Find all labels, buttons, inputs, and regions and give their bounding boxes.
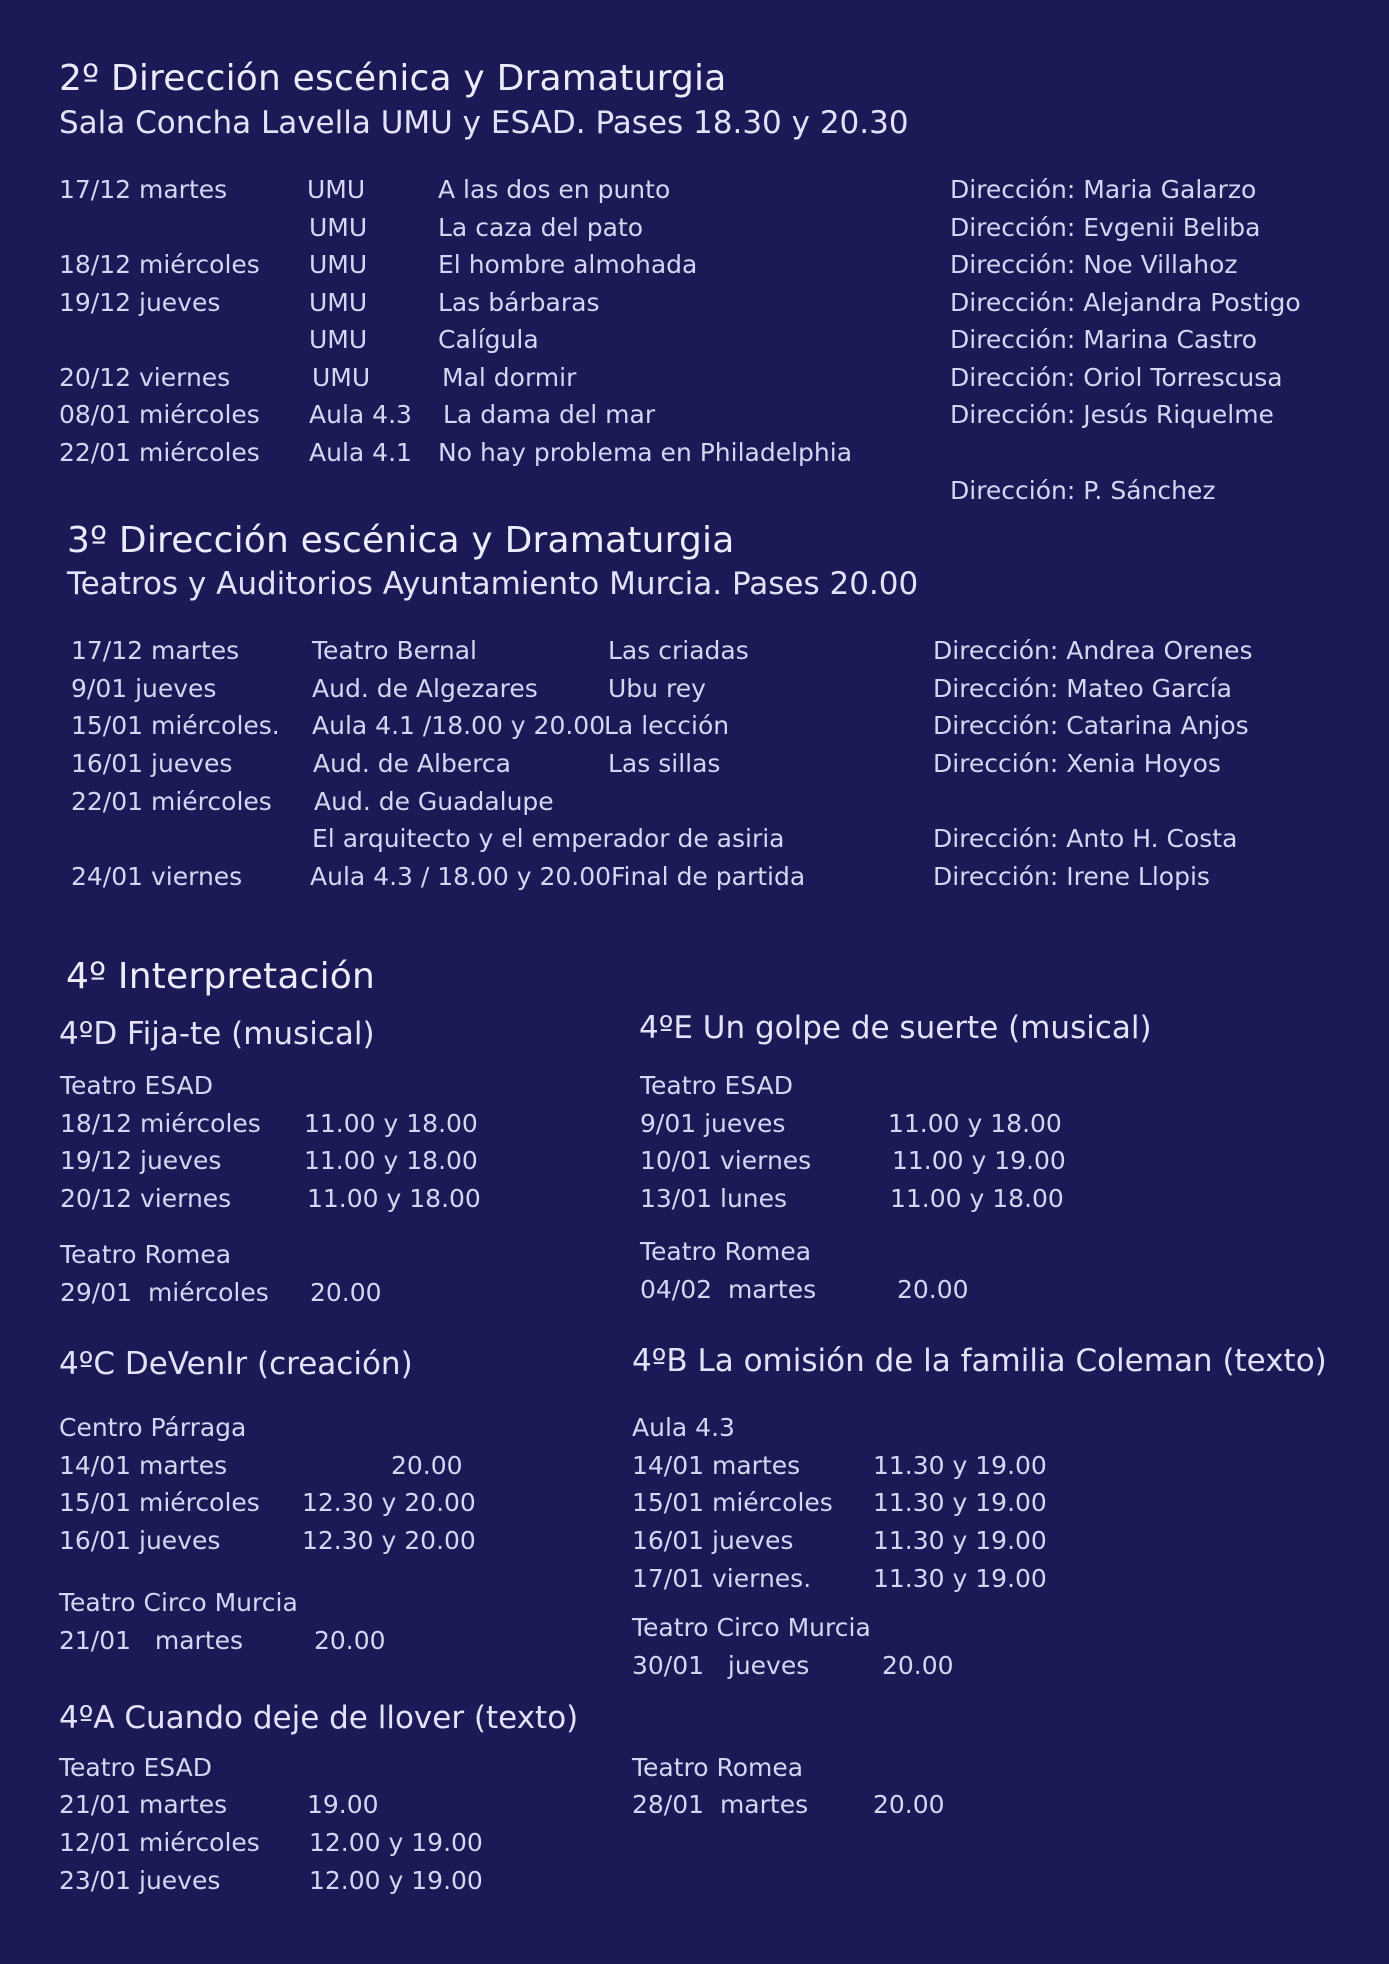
play-title: Ubu rey	[608, 674, 706, 703]
time: 11.30 y 19.00	[873, 1526, 1047, 1555]
time: 11.00 y 19.00	[892, 1146, 1066, 1175]
director: Dirección: Oriol Torrescusa	[950, 363, 1283, 392]
director: Dirección: Anto H. Costa	[933, 824, 1238, 853]
time: 20.00	[873, 1790, 945, 1819]
time: 11.30 y 19.00	[873, 1451, 1047, 1480]
date: 9/01 jueves	[640, 1109, 786, 1138]
venue: UMU	[312, 363, 371, 392]
director: Dirección: Xenia Hoyos	[933, 749, 1221, 778]
venue: UMU	[309, 325, 368, 354]
date: 21/01 martes	[59, 1626, 244, 1655]
venue: Aud. de Alberca	[313, 749, 511, 778]
time: 11.00 y 18.00	[304, 1109, 478, 1138]
date: 12/01 miércoles	[59, 1828, 260, 1857]
time: 20.00	[897, 1275, 969, 1304]
time: 11.00 y 18.00	[304, 1146, 478, 1175]
date: 15/01 miércoles.	[71, 711, 280, 740]
play-title: Las criadas	[608, 636, 749, 665]
play-title: El hombre almohada	[438, 250, 698, 279]
venue-label: Teatro ESAD	[60, 1071, 213, 1100]
play-title: Final de partida	[611, 862, 806, 891]
venue-label: Aula 4.3	[632, 1413, 735, 1442]
group-title: 4ºD Fija-te (musical)	[59, 1016, 375, 1052]
play-title: Mal dormir	[442, 363, 577, 392]
year2-subtitle: Sala Concha Lavella UMU y ESAD. Pases 18.30 y 20.30	[59, 105, 909, 141]
time: 20.00	[882, 1651, 954, 1680]
venue: Aula 4.1	[309, 438, 412, 467]
time: 11.30 y 19.00	[873, 1564, 1047, 1593]
venue-label: Teatro Romea	[640, 1237, 812, 1266]
date: 14/01 martes	[632, 1451, 801, 1480]
date: 04/02 martes	[640, 1275, 817, 1304]
date: 10/01 viernes	[640, 1146, 812, 1175]
play-title: A las dos en punto	[438, 175, 671, 204]
venue: Aula 4.3 / 18.00 y 20.00	[310, 862, 612, 891]
venue: Aula 4.1 /18.00 y 20.00	[312, 711, 606, 740]
date: 17/12 martes	[71, 636, 240, 665]
venue: UMU	[307, 175, 366, 204]
time: 11.00 y 18.00	[888, 1109, 1062, 1138]
date: 14/01 martes	[59, 1451, 228, 1480]
director: Dirección: Irene Llopis	[933, 862, 1210, 891]
group-title: 4ºE Un golpe de suerte (musical)	[639, 1010, 1152, 1046]
director: Dirección: Maria Galarzo	[950, 175, 1257, 204]
date: 16/01 jueves	[71, 749, 233, 778]
director: Dirección: Mateo García	[933, 674, 1232, 703]
date: 08/01 miércoles	[59, 400, 260, 429]
venue: Aud. de Guadalupe	[314, 787, 554, 816]
venue-label: Centro Párraga	[59, 1413, 247, 1442]
group-title: 4ºB La omisión de la familia Coleman (texto)	[632, 1343, 1327, 1379]
director: Dirección: Alejandra Postigo	[950, 288, 1301, 317]
date: 18/12 miércoles	[60, 1109, 261, 1138]
venue: UMU	[309, 213, 368, 242]
venue: UMU	[309, 288, 368, 317]
date: 22/01 miércoles	[71, 787, 272, 816]
time: 11.30 y 19.00	[873, 1488, 1047, 1517]
play-title: Las bárbaras	[438, 288, 600, 317]
date: 20/12 viernes	[59, 363, 231, 392]
date: 17/01 viernes.	[632, 1564, 812, 1593]
date: 20/12 viernes	[60, 1184, 232, 1213]
director: Dirección: Andrea Orenes	[933, 636, 1253, 665]
date: 30/01 jueves	[632, 1651, 810, 1680]
year4-title: 4º Interpretación	[66, 956, 376, 997]
date: 13/01 lunes	[640, 1184, 788, 1213]
date: 15/01 miércoles	[59, 1488, 260, 1517]
venue-label: Teatro Romea	[60, 1240, 232, 1269]
date: 15/01 miércoles	[632, 1488, 833, 1517]
venue: UMU	[309, 250, 368, 279]
time: 19.00	[307, 1790, 379, 1819]
date: 23/01 jueves	[59, 1866, 221, 1895]
time: 12.00 y 19.00	[309, 1828, 483, 1857]
date: 21/01 martes	[59, 1790, 228, 1819]
time: 20.00	[391, 1451, 463, 1480]
time: 12.30 y 20.00	[302, 1488, 476, 1517]
play-title: Las sillas	[608, 749, 721, 778]
date: 17/12 martes	[59, 175, 228, 204]
director: Dirección: Catarina Anjos	[933, 711, 1249, 740]
play-title: La caza del pato	[438, 213, 644, 242]
play-title: La lección	[604, 711, 730, 740]
date: 16/01 jueves	[59, 1526, 221, 1555]
date: 9/01 jueves	[71, 674, 217, 703]
year2-title: 2º Dirección escénica y Dramaturgia	[59, 58, 727, 99]
time: 12.30 y 20.00	[302, 1526, 476, 1555]
director: Dirección: Marina Castro	[950, 325, 1258, 354]
year3-subtitle: Teatros y Auditorios Ayuntamiento Murcia. Pases 20.00	[67, 566, 919, 602]
date: 19/12 jueves	[60, 1146, 222, 1175]
play-title: No hay problema en Philadelphia	[438, 438, 853, 467]
venue-label: Teatro Circo Murcia	[59, 1588, 298, 1617]
venue: Aud. de Algezares	[312, 674, 538, 703]
venue-label: Teatro ESAD	[59, 1753, 212, 1782]
director: Dirección: Jesús Riquelme	[950, 400, 1274, 429]
date: 29/01 miércoles	[60, 1278, 269, 1307]
time: 20.00	[314, 1626, 386, 1655]
date: 19/12 jueves	[59, 288, 221, 317]
venue: Aula 4.3	[309, 400, 412, 429]
director: Dirección: P. Sánchez	[950, 476, 1216, 505]
venue-label: Teatro Circo Murcia	[632, 1613, 871, 1642]
director: Dirección: Noe Villahoz	[950, 250, 1238, 279]
group-title: 4ºA Cuando deje de llover (texto)	[59, 1700, 579, 1736]
group-title: 4ºC DeVenIr (creación)	[59, 1346, 413, 1382]
time: 12.00 y 19.00	[309, 1866, 483, 1895]
director: Dirección: Evgenii Beliba	[950, 213, 1261, 242]
time: 11.00 y 18.00	[890, 1184, 1064, 1213]
venue-label: Teatro ESAD	[640, 1071, 793, 1100]
venue-label: Teatro Romea	[632, 1753, 804, 1782]
play-title: Calígula	[438, 325, 539, 354]
play-title: La dama del mar	[443, 400, 656, 429]
time: 20.00	[310, 1278, 382, 1307]
play-title: El arquitecto y el emperador de asiria	[312, 824, 785, 853]
venue: Teatro Bernal	[312, 636, 477, 665]
date: 22/01 miércoles	[59, 438, 260, 467]
year3-title: 3º Dirección escénica y Dramaturgia	[67, 520, 735, 561]
date: 28/01 martes	[632, 1790, 809, 1819]
date: 16/01 jueves	[632, 1526, 794, 1555]
time: 11.00 y 18.00	[307, 1184, 481, 1213]
date: 24/01 viernes	[71, 862, 243, 891]
date: 18/12 miércoles	[59, 250, 260, 279]
